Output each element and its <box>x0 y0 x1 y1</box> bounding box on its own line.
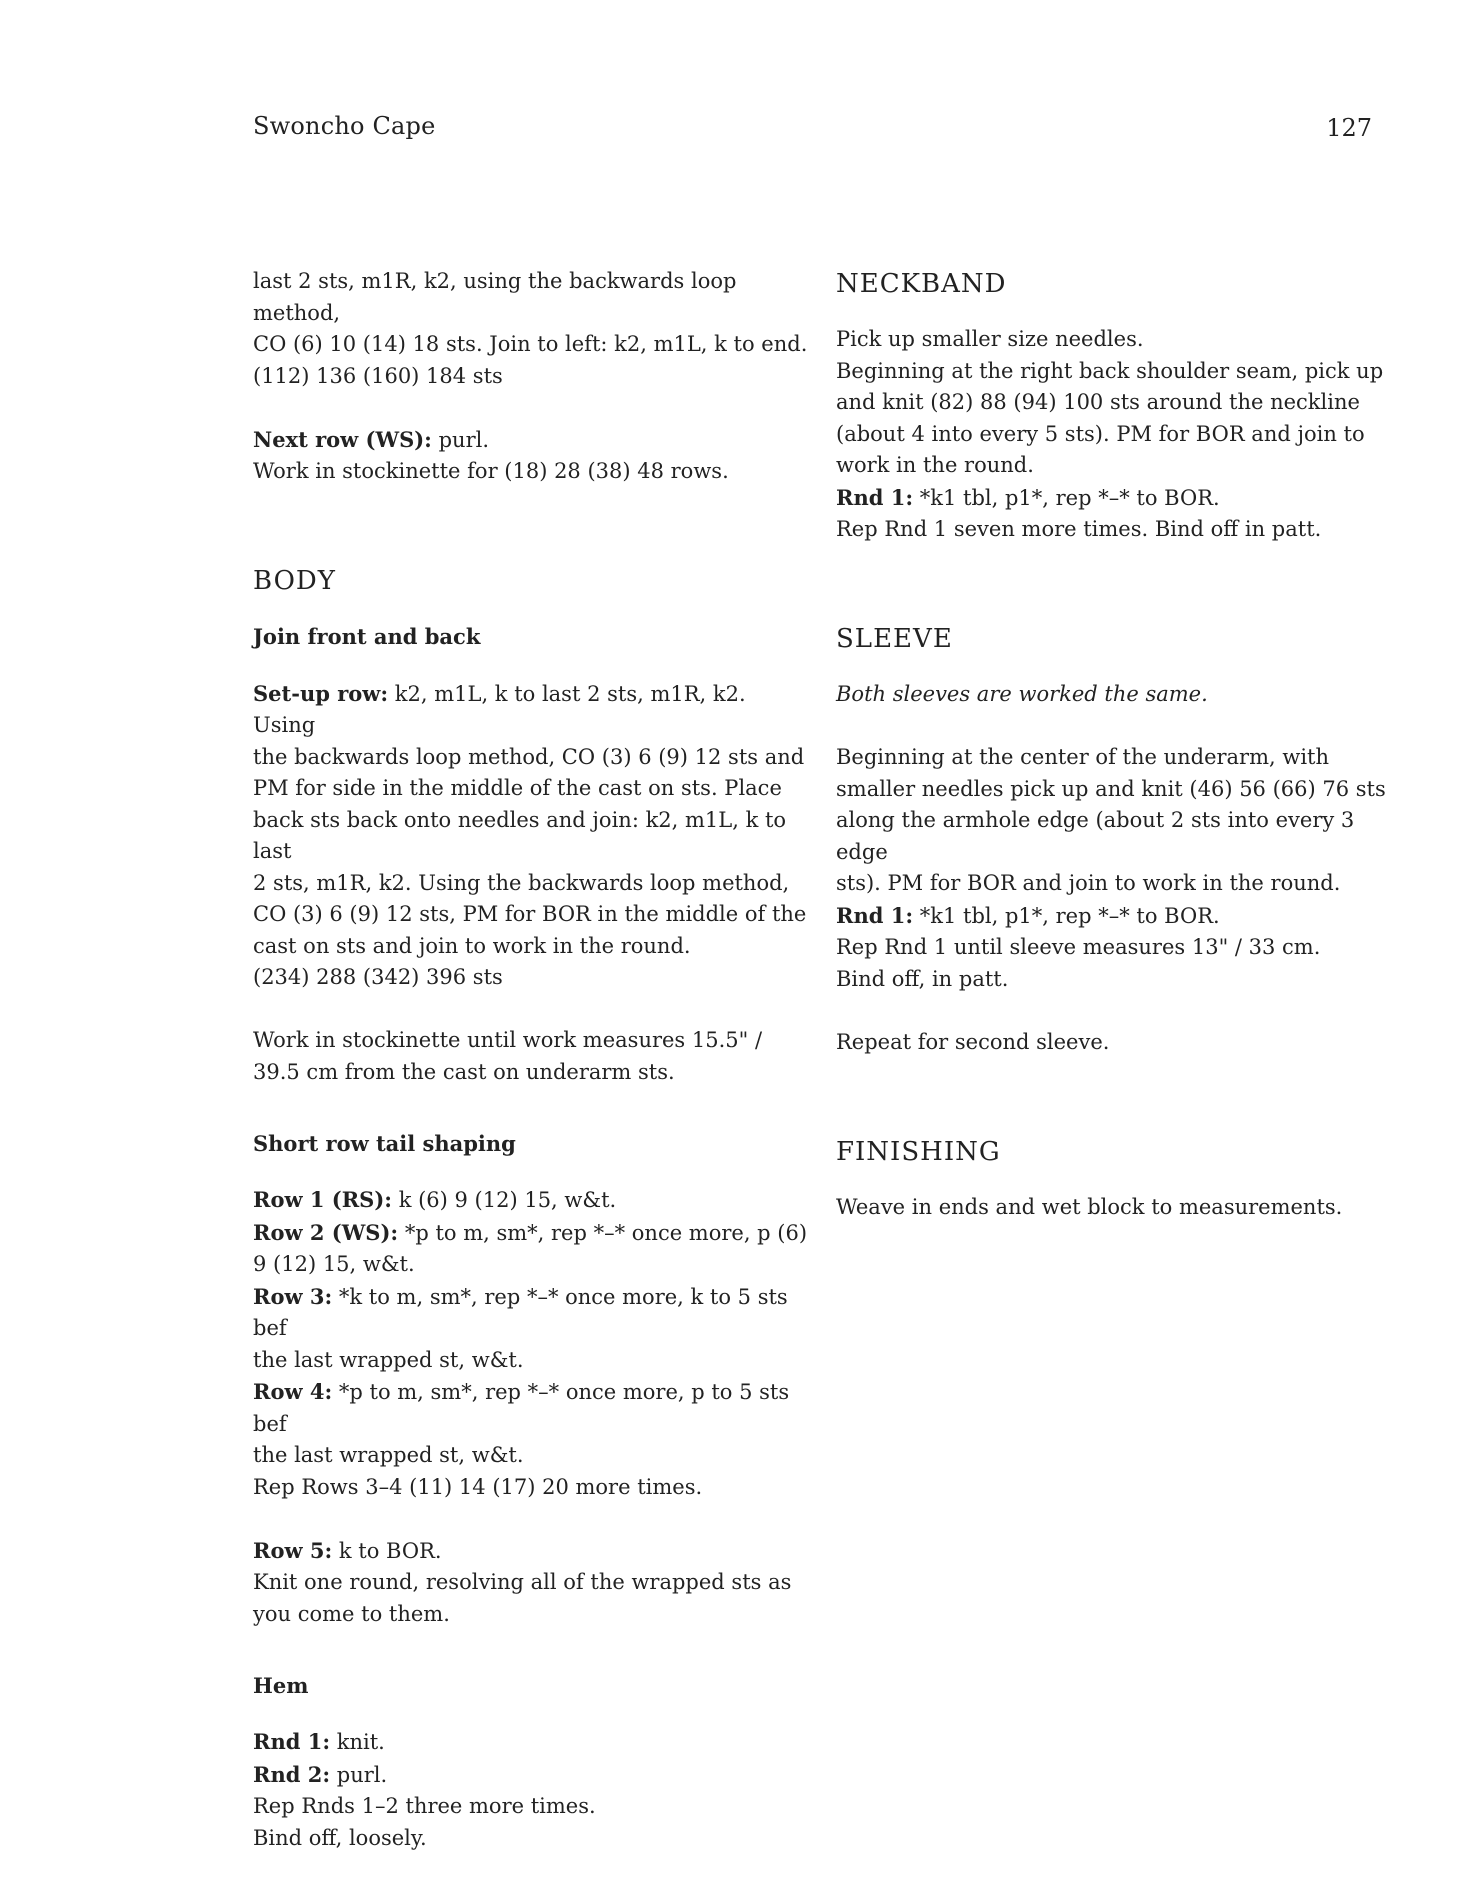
row4-text: *p to m, sm*, rep *–* once more, p to 5 sts bef <box>253 1380 790 1436</box>
running-title: Swoncho Cape <box>253 112 436 140</box>
body-heading: BODY <box>253 566 336 596</box>
neckband-line: Pick up smaller size needles. <box>836 327 1144 351</box>
setup-row-paragraph <box>253 678 813 994</box>
sleeve-note: Both sleeves are worked the same. <box>836 682 1208 706</box>
finishing-paragraph <box>836 1192 1396 1224</box>
sleeve-rnd1-text: *k1 tbl, p1*, rep *–* to BOR. <box>913 903 1220 928</box>
setup-line: 2 sts, m1R, k2. Using the backwards loop method, <box>253 870 790 895</box>
neck-rep-line: Rep Rnd 1 seven more times. Bind off in patt. <box>836 517 1322 541</box>
row3-text: *k to m, sm*, rep *–* once more, k to 5 sts bef <box>253 1284 788 1340</box>
hem-rnd2-label: Rnd 2: <box>253 1761 331 1787</box>
row1-label: Row 1 (RS): <box>253 1187 393 1212</box>
neckband-line: work in the round. <box>836 453 1034 477</box>
row2-cont: 9 (12) 15, w&t. <box>253 1252 415 1276</box>
sleeve-rep-line: Rep Rnd 1 until sleeve measures 13" / 33 cm. <box>836 935 1321 959</box>
hem-rnd1-label: Rnd 1: <box>253 1729 331 1754</box>
setup-line: CO (3) 6 (9) 12 sts, PM for BOR in the middle of the <box>253 902 807 926</box>
left-column <box>253 266 813 1886</box>
neckband-line: and knit (82) 88 (94) 100 sts around the neckline <box>836 390 1360 414</box>
short-row-heading: Short row tail shaping <box>253 1130 516 1156</box>
row3-label: Row 3: <box>253 1283 333 1309</box>
neckband-line: Beginning at the right back shoulder seam, pick up <box>836 358 1384 383</box>
hem-heading: Hem <box>253 1672 309 1698</box>
finishing-heading: FINISHING <box>836 1136 1001 1167</box>
hem-rnd2-text: purl. <box>330 1762 388 1787</box>
work-paragraph <box>253 1025 813 1088</box>
setup-line: k2, m1L, k to last 2 sts, m1R, k2. Using <box>253 681 746 737</box>
work-line: Work in stockinette until work measures 15.5" / <box>253 1028 763 1052</box>
next-row-label: Next row (WS): <box>253 426 432 452</box>
hem-rnd1-text: knit. <box>330 1730 385 1754</box>
join-front-back-heading: Join front and back <box>253 624 481 649</box>
row3-cont: the last wrapped st, w&t. <box>253 1347 524 1372</box>
row1-text: k (6) 9 (12) 15, w&t. <box>392 1188 617 1212</box>
repeat-second-line: Repeat for second sleeve. <box>836 1029 1110 1054</box>
intro-paragraph <box>253 266 813 392</box>
setup-row-label: Set-up row: <box>253 680 389 706</box>
stitch-count: (234) 288 (342) 396 sts <box>253 965 503 989</box>
row4-label: Row 4: <box>253 1379 333 1404</box>
finishing-line: Weave in ends and wet block to measurements. <box>836 1194 1343 1219</box>
row5-text: k to BOR. <box>332 1538 442 1563</box>
neckband-line: (about 4 into every 5 sts). PM for BOR and join to <box>836 421 1365 446</box>
setup-line: back sts back onto needles and join: k2, m1L, k to last <box>253 807 787 863</box>
neckband-paragraph <box>836 324 1396 546</box>
row5-label: Row 5: <box>253 1537 333 1563</box>
sleeve-line: smaller needles pick up and knit (46) 56 (66) 76 sts <box>836 776 1386 801</box>
neck-rnd1-text: *k1 tbl, p1*, rep *–* to BOR. <box>913 485 1220 510</box>
short-rows-paragraph <box>253 1184 813 1503</box>
work-line: 39.5 cm from the cast on underarm sts. <box>253 1059 675 1084</box>
sleeve-bind-line: Bind off, in patt. <box>836 966 1009 991</box>
intro-line: last 2 sts, m1R, k2, using the backwards loop method, <box>253 269 737 325</box>
row2-label: Row 2 (WS): <box>253 1219 399 1245</box>
next-row-paragraph <box>253 424 813 488</box>
row5-paragraph <box>253 1535 813 1631</box>
neck-rnd1-label: Rnd 1: <box>836 484 914 510</box>
bind-off-line: Bind off, loosely. <box>253 1825 427 1850</box>
stockinette-line: Work in stockinette for (18) 28 (38) 48 rows. <box>253 459 729 483</box>
repeat-paragraph <box>836 1027 1396 1059</box>
row2-text: *p to m, sm*, rep *–* once more, p (6) <box>398 1220 808 1245</box>
right-column <box>836 266 1396 1255</box>
setup-line: PM for side in the middle of the cast on sts. Place <box>253 776 782 800</box>
sleeve-line: Beginning at the center of the underarm, with <box>836 745 1330 769</box>
sleeve-paragraph <box>836 742 1396 995</box>
intro-line: CO (6) 10 (14) 18 sts. Join to left: k2, m1L, k to end. <box>253 332 808 356</box>
sleeve-note-paragraph <box>836 679 1396 711</box>
rep-rnds-line: Rep Rnds 1–2 three more times. <box>253 1794 596 1818</box>
rep-rows-line: Rep Rows 3–4 (11) 14 (17) 20 more times. <box>253 1474 703 1499</box>
next-row-text: purl. <box>431 427 489 452</box>
stitch-count: (112) 136 (160) 184 sts <box>253 363 503 388</box>
sleeve-heading: SLEEVE <box>836 624 953 654</box>
row4-cont: the last wrapped st, w&t. <box>253 1443 524 1467</box>
setup-line: cast on sts and join to work in the round. <box>253 933 691 958</box>
knit-round-line: Knit one round, resolving all of the wrapped sts as <box>253 1570 792 1594</box>
setup-line: the backwards loop method, CO (3) 6 (9) 12 sts and <box>253 744 805 769</box>
neckband-heading: NECKBAND <box>836 269 1007 299</box>
sleeve-rnd1-label: Rnd 1: <box>836 902 914 928</box>
hem-paragraph <box>253 1726 813 1854</box>
knit-round-line: you come to them. <box>253 1601 450 1626</box>
sleeve-line: along the armhole edge (about 2 sts into every 3 edge <box>836 808 1355 864</box>
sleeve-line: sts). PM for BOR and join to work in the round. <box>836 871 1341 895</box>
page-number: 127 <box>1326 114 1372 142</box>
